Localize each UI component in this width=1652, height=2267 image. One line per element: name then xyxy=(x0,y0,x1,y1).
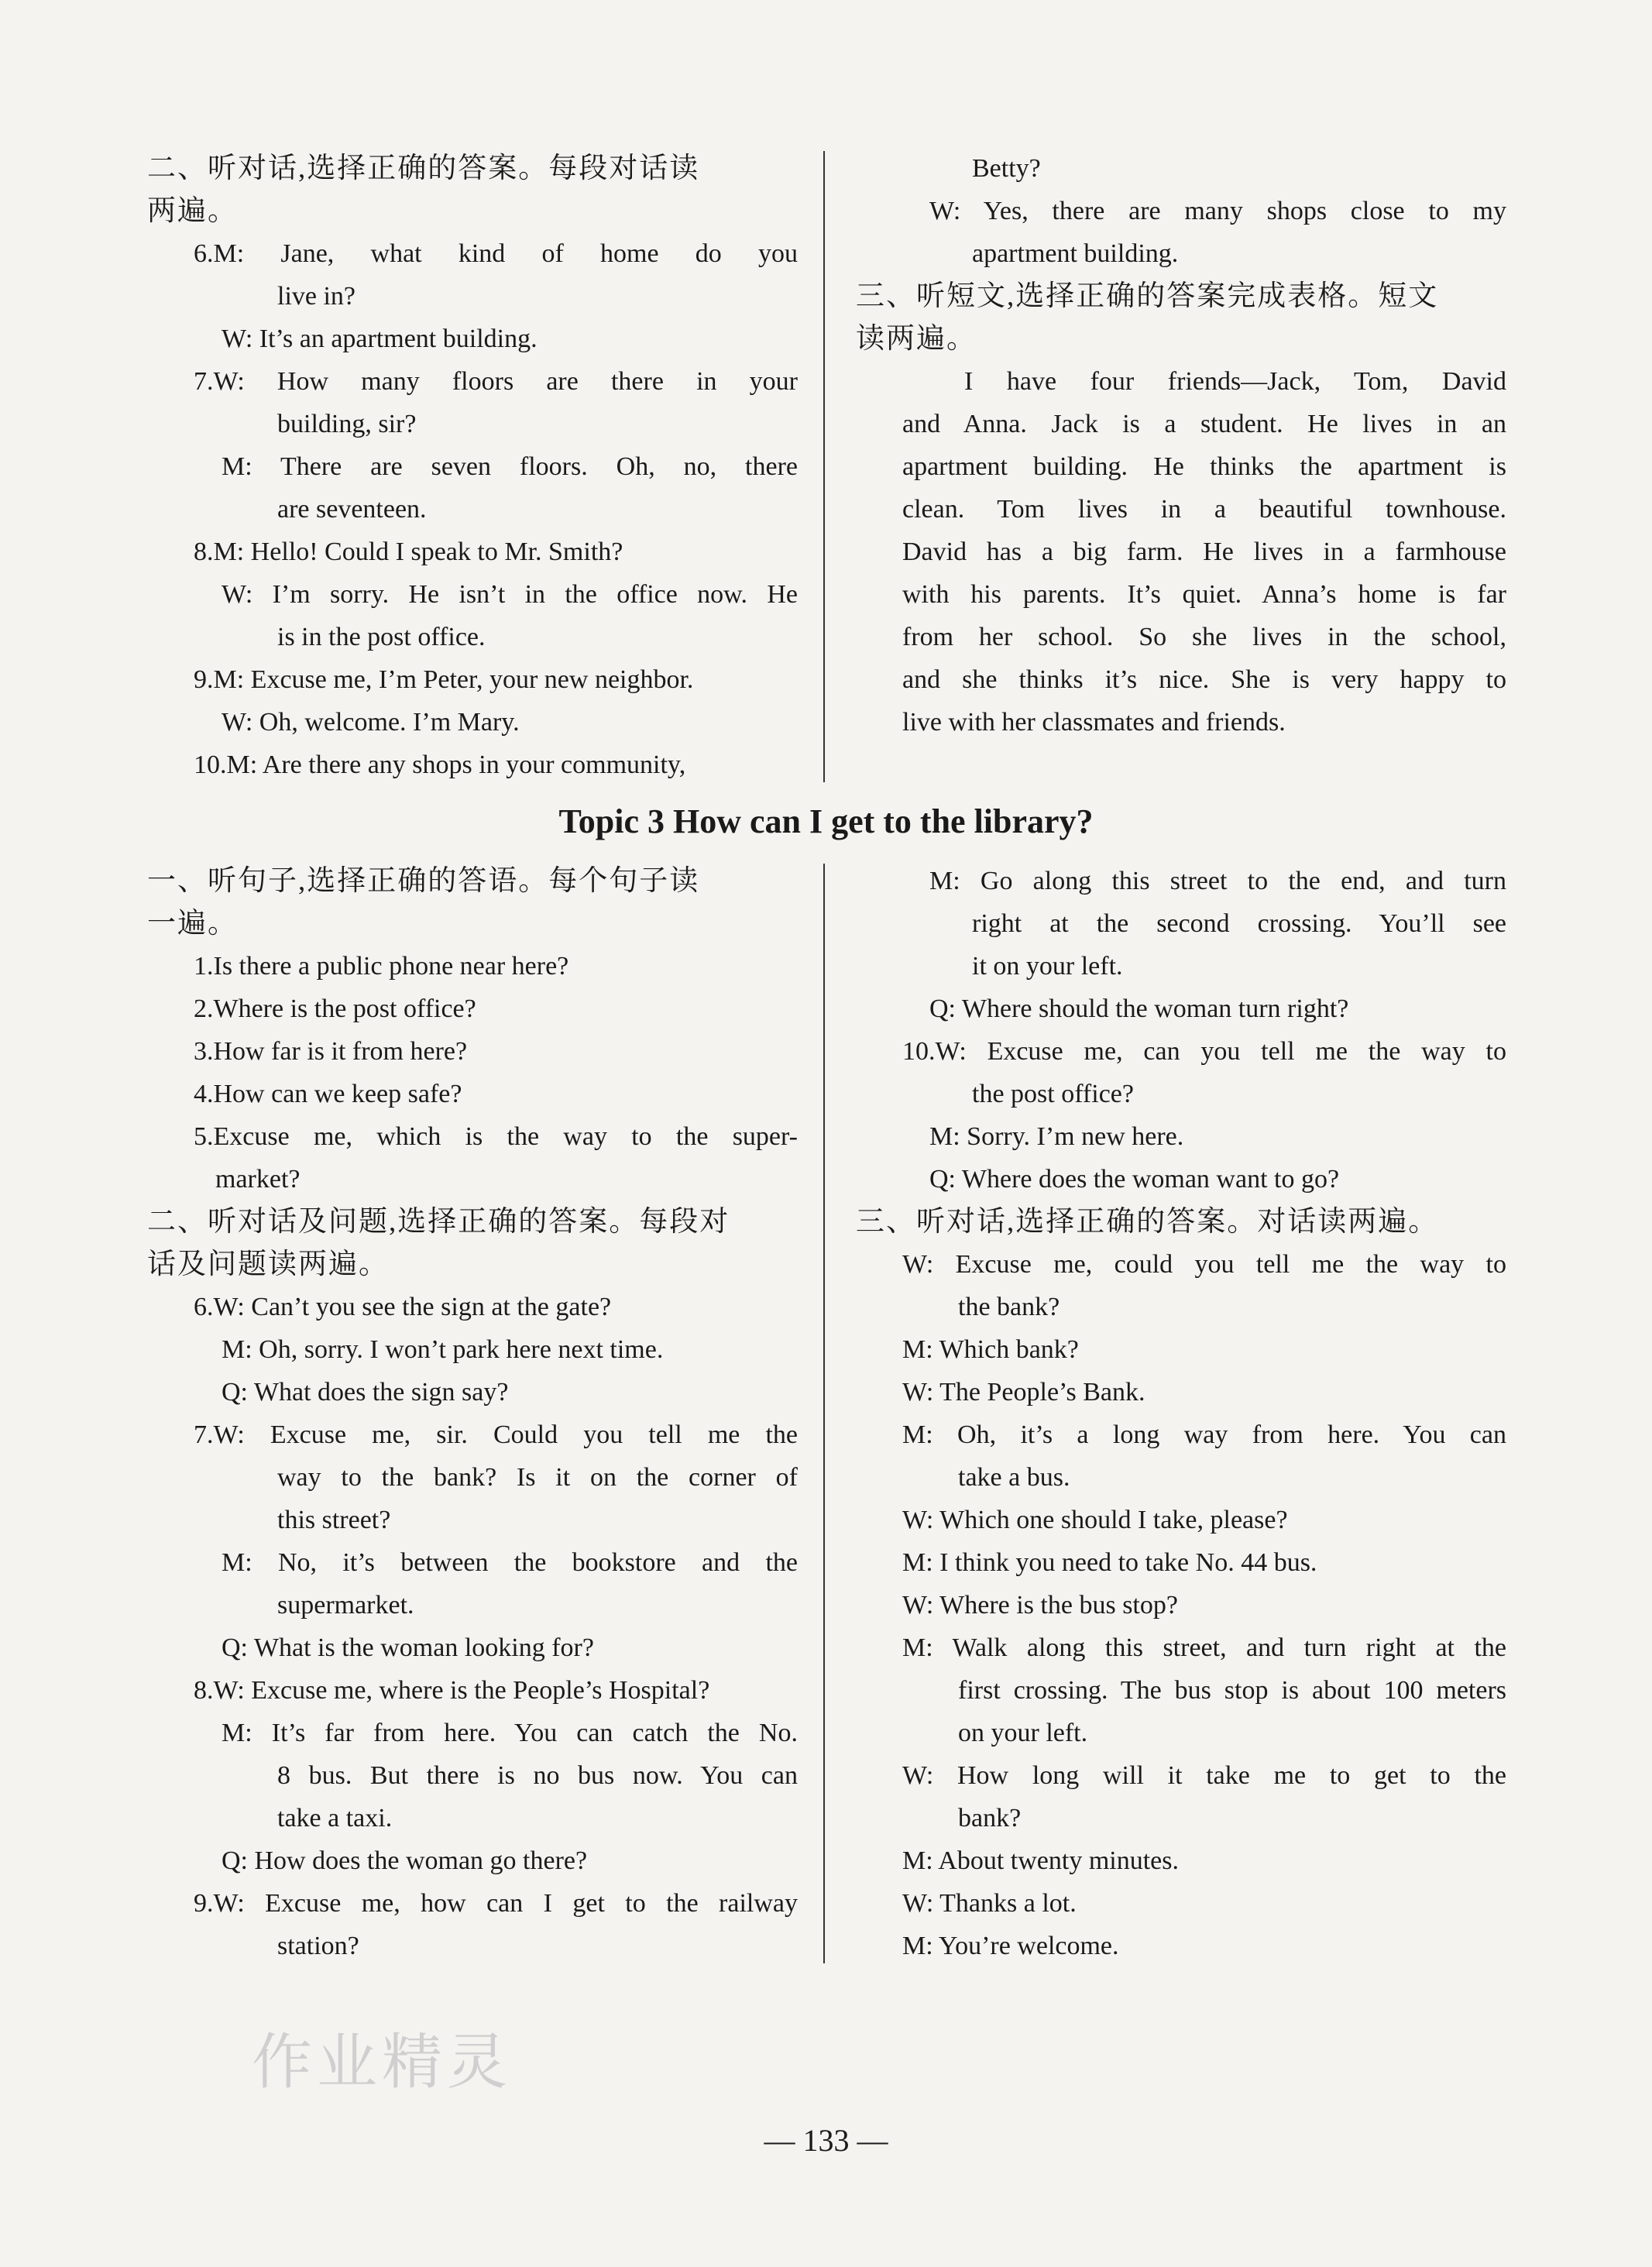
text-line: M: There are seven floors. Oh, no, there xyxy=(222,452,798,481)
text-line: Q: Where does the woman want to go? xyxy=(929,1165,1340,1194)
text-line: on your left. xyxy=(958,1719,1088,1747)
text-line: 7.W: Excuse me, sir. Could you tell me the xyxy=(194,1420,798,1449)
bottom-left-column xyxy=(147,860,798,1967)
text-line: Betty? xyxy=(972,154,1041,183)
text-line: 两遍。 xyxy=(147,195,238,227)
text-line: first crossing. The bus stop is about 100 meters xyxy=(958,1676,1506,1705)
text-line: right at the second crossing. You’ll see xyxy=(972,909,1506,938)
text-line: M: About twenty minutes. xyxy=(902,1846,1179,1875)
text-line: building, sir? xyxy=(277,410,417,438)
text-line: 8.M: Hello! Could I speak to Mr. Smith? xyxy=(194,538,623,566)
text-line: 三、听对话,选择正确的答案。对话读两遍。 xyxy=(856,1206,1439,1238)
text-line: 读两遍。 xyxy=(856,323,977,355)
text-line: and Anna. Jack is a student. He lives in an xyxy=(902,410,1506,438)
page-number: — 133 — xyxy=(764,2123,888,2158)
text-line: 10.W: Excuse me, can you tell me the way to xyxy=(902,1037,1506,1066)
text-line: M: Which bank? xyxy=(902,1335,1079,1364)
text-line: W: Excuse me, could you tell me the way to xyxy=(902,1250,1506,1279)
text-line: M: Go along this street to the end, and turn xyxy=(929,867,1506,895)
text-line: M: No, it’s between the bookstore and the xyxy=(222,1548,798,1577)
text-line: 一、听句子,选择正确的答语。每个句子读 xyxy=(147,865,700,897)
text-line: take a taxi. xyxy=(277,1804,393,1832)
text-line: 1.Is there a public phone near here? xyxy=(194,952,569,981)
text-line: the post office? xyxy=(972,1080,1134,1108)
text-line: are seventeen. xyxy=(277,495,427,524)
top-left-column xyxy=(147,147,798,786)
text-line: 二、听对话及问题,选择正确的答案。每段对 xyxy=(147,1206,730,1238)
bottom-column-divider xyxy=(823,864,825,1963)
text-line: 9.M: Excuse me, I’m Peter, your new neighbor. xyxy=(194,665,694,694)
top-right-column xyxy=(856,147,1506,744)
bottom-right-column xyxy=(856,860,1506,1967)
text-line: M: Sorry. I’m new here. xyxy=(929,1122,1184,1151)
text-line: Q: What does the sign say? xyxy=(222,1378,509,1407)
text-line: from her school. So she lives in the school, xyxy=(902,623,1506,651)
top-column-divider xyxy=(823,151,825,782)
text-line: M: Oh, sorry. I won’t park here next time. xyxy=(222,1335,664,1364)
text-line: M: Oh, it’s a long way from here. You can xyxy=(902,1420,1506,1449)
text-line: W: Which one should I take, please? xyxy=(902,1506,1288,1534)
text-line: 二、听对话,选择正确的答案。每段对话读 xyxy=(147,153,700,184)
watermark: 作业精灵 xyxy=(252,2028,513,2097)
text-line: M: I think you need to take No. 44 bus. xyxy=(902,1548,1317,1577)
text-line: and she thinks it’s nice. She is very happy to xyxy=(902,665,1506,694)
text-line: apartment building. xyxy=(972,239,1179,268)
text-line: 7.W: How many floors are there in your xyxy=(194,367,798,396)
text-line: W: The People’s Bank. xyxy=(902,1378,1145,1407)
text-line: 8 bus. But there is no bus now. You can xyxy=(277,1761,798,1790)
text-line: W: Where is the bus stop? xyxy=(902,1591,1178,1620)
text-line: 6.M: Jane, what kind of home do you xyxy=(194,239,798,268)
text-line: bank? xyxy=(958,1804,1022,1832)
text-line: live in? xyxy=(277,282,356,311)
text-line: 三、听短文,选择正确的答案完成表格。短文 xyxy=(856,280,1439,312)
text-line: W: I’m sorry. He isn’t in the office now. He xyxy=(222,580,798,609)
text-line: with his parents. It’s quiet. Anna’s home is far xyxy=(902,580,1506,609)
text-line: it on your left. xyxy=(972,952,1123,981)
text-line: way to the bank? Is it on the corner of xyxy=(277,1463,798,1492)
text-line: live with her classmates and friends. xyxy=(902,708,1286,737)
text-line: W: How long will it take me to get to the xyxy=(902,1761,1506,1790)
text-line: station? xyxy=(277,1932,359,1960)
text-line: M: Walk along this street, and turn right at the xyxy=(902,1633,1506,1662)
text-line: the bank? xyxy=(958,1293,1060,1321)
text-line: 一遍。 xyxy=(147,908,238,939)
text-line: 4.How can we keep safe? xyxy=(194,1080,462,1108)
text-line: market? xyxy=(215,1165,301,1194)
text-line: David has a big farm. He lives in a farmhouse xyxy=(902,538,1506,566)
text-line: 话及问题读两遍。 xyxy=(147,1249,389,1280)
text-line: 5.Excuse me, which is the way to the super- xyxy=(194,1122,798,1151)
text-line: W: Oh, welcome. I’m Mary. xyxy=(222,708,520,737)
text-line: supermarket. xyxy=(277,1591,414,1620)
text-line: 2.Where is the post office? xyxy=(194,994,476,1023)
text-line: apartment building. He thinks the apartment is xyxy=(902,452,1506,481)
text-line: take a bus. xyxy=(958,1463,1070,1492)
text-line: clean. Tom lives in a beautiful townhouse. xyxy=(902,495,1506,524)
text-line: is in the post office. xyxy=(277,623,486,651)
text-line: Q: What is the woman looking for? xyxy=(222,1633,594,1662)
text-line: this street? xyxy=(277,1506,391,1534)
text-line: 10.M: Are there any shops in your community, xyxy=(194,751,686,779)
text-line: W: It’s an apartment building. xyxy=(222,325,538,353)
text-line: W: Thanks a lot. xyxy=(902,1889,1077,1918)
text-line: 6.W: Can’t you see the sign at the gate? xyxy=(194,1293,612,1321)
text-line: Q: Where should the woman turn right? xyxy=(929,994,1349,1023)
text-line: M: It’s far from here. You can catch the No. xyxy=(222,1719,798,1747)
text-line: W: Yes, there are many shops close to my xyxy=(929,197,1506,225)
text-line: 9.W: Excuse me, how can I get to the railway xyxy=(194,1889,798,1918)
text-line: M: You’re welcome. xyxy=(902,1932,1119,1960)
text-line: Q: How does the woman go there? xyxy=(222,1846,588,1875)
text-line: I have four friends—Jack, Tom, David xyxy=(964,367,1506,396)
text-line: 8.W: Excuse me, where is the People’s Hospital? xyxy=(194,1676,710,1705)
text-line: 3.How far is it from here? xyxy=(194,1037,468,1066)
topic-title: Topic 3 How can I get to the library? xyxy=(558,802,1094,840)
